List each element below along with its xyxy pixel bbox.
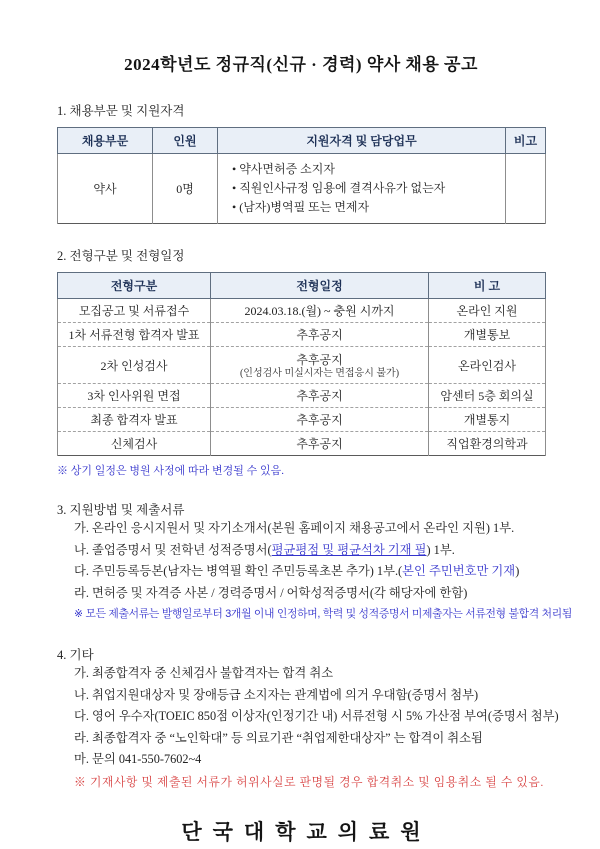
section1-heading: 1. 채용부문 및 지원자격: [57, 104, 185, 118]
cell-schedule: 추후공지: [211, 432, 429, 456]
cell-part: 약사: [58, 154, 153, 224]
qualification-item: • (남자)병역필 또는 면제자: [232, 198, 499, 217]
list-item-ra: 라. 최종합격자 중 “노인학대” 등 의료기관 “취업제한대상자” 는 합격이 취소됨: [74, 730, 483, 745]
cell-note: 온라인검사: [429, 347, 546, 384]
section2-heading: 2. 전형구분 및 전형일정: [57, 249, 185, 263]
item-text: ) 1부.: [426, 542, 455, 557]
item-text: 다. 주민등록등본(남자는 병역필 확인 주민등록초본 추가) 1부.(: [74, 564, 403, 578]
col-header-note: 비고: [506, 128, 546, 154]
section3-heading: 3. 지원방법 및 제출서류: [57, 503, 185, 517]
cell-schedule: 2024.03.18.(월) ~ 충원 시까지: [211, 299, 429, 323]
item-highlight: 본인 주민번호만 기재: [402, 564, 516, 578]
item-text: ): [515, 564, 520, 578]
table-header-row: [58, 273, 546, 299]
table-row: [58, 323, 546, 347]
schedule-sub-note: (인성검사 미실시자는 면접응시 불가): [239, 368, 400, 379]
list-item-na: 나. 취업지원대상자 및 장애등급 소지자는 관계법에 의거 우대함(증명서 첨부): [74, 687, 479, 702]
list-item-ga: 가. 최종합격자 중 신체검사 불합격자는 합격 취소: [74, 666, 334, 680]
col-header-part: 채용부문: [58, 128, 153, 154]
table-row: [58, 299, 546, 323]
recruitment-table: [57, 127, 546, 224]
organization-name: 단국대학교의료원: [181, 819, 432, 844]
cell-schedule: 추후공지: [211, 323, 429, 347]
documents-validity-note: ※ 모든 제출서류는 발행일로부터 3개월 이내 인정하며, 학력 및 성적증명서 미제출자는 서류전형 불합격 처리됨: [74, 608, 572, 620]
schedule-table: [57, 272, 546, 456]
col-header-qualification: 지원자격 및 담당업무: [218, 128, 506, 154]
table-row: [58, 408, 546, 432]
cell-note: 직업환경의학과: [429, 432, 546, 456]
table-row: [58, 154, 546, 224]
qualification-item: • 직원인사규정 임용에 결격사유가 없는자: [232, 179, 499, 198]
cell-note: 개별통보: [429, 323, 546, 347]
cell-category: 2차 인성검사: [58, 347, 211, 384]
table-row: [58, 384, 546, 408]
table-row: [58, 347, 546, 384]
col-header-count: 인원: [153, 128, 218, 154]
cell-schedule: 추후공지: [211, 384, 429, 408]
cell-note: 암센터 5층 회의실: [429, 384, 546, 408]
cell-category: 1차 서류전형 합격자 발표: [58, 323, 211, 347]
page-title: 2024학년도 정규직(신규 · 경력) 약사 채용 공고: [124, 55, 478, 74]
cell-category: 3차 인사위원 면접: [58, 384, 211, 408]
cell-note: 온라인 지원: [429, 299, 546, 323]
list-item-ga: 가. 온라인 응시지원서 및 자기소개서(본원 홈페이지 채용공고에서 온라인 지원) 1부.: [74, 521, 515, 535]
list-item-da: [74, 561, 545, 583]
section4-heading: 4. 기타: [57, 648, 94, 662]
table-row: [58, 432, 546, 456]
schedule-main: 추후공지: [296, 353, 343, 367]
cell-category: 모집공고 및 서류접수: [58, 299, 211, 323]
list-item-ra: 라. 면허증 및 자격증 사본 / 경력증명서 / 어학성적증명서(각 해당자에 한함): [74, 585, 468, 600]
table-header-row: [58, 128, 546, 154]
list-item-ma: 마. 문의 041-550-7602~4: [74, 752, 202, 766]
item-text: 나. 졸업증명서 및 전학년 성적증명서(: [74, 542, 272, 557]
schedule-change-note: ※ 상기 일정은 병원 사정에 따라 변경될 수 있음.: [57, 465, 285, 477]
cell-category: 신체검사: [58, 432, 211, 456]
cell-qualifications: [218, 154, 506, 224]
cell-count: 0명: [153, 154, 218, 224]
col-header-category: 전형구분: [58, 273, 211, 299]
cell-schedule: 추후공지: [211, 408, 429, 432]
item-highlight-underline: 평균평점 및 평균석차 기재 필: [271, 542, 427, 557]
cell-category: 최종 합격자 발표: [58, 408, 211, 432]
cell-note: 개별통지: [429, 408, 546, 432]
list-item-na: [74, 540, 545, 562]
col-header-note: 비 고: [429, 273, 546, 299]
col-header-schedule: 전형일정: [211, 273, 429, 299]
qualification-item: • 약사면허증 소지자: [232, 160, 499, 179]
cell-schedule: [211, 347, 429, 384]
list-item-da: 다. 영어 우수자(TOEIC 850점 이상자(인정기간 내) 서류전형 시 5% 가산점 부여(증명서 첨부): [74, 709, 559, 723]
cell-note: [506, 154, 546, 224]
false-statement-warning: ※ 기재사항 및 제출된 서류가 허위사실로 판명될 경우 합격취소 및 임용취소 될 수 있음.: [74, 774, 544, 789]
